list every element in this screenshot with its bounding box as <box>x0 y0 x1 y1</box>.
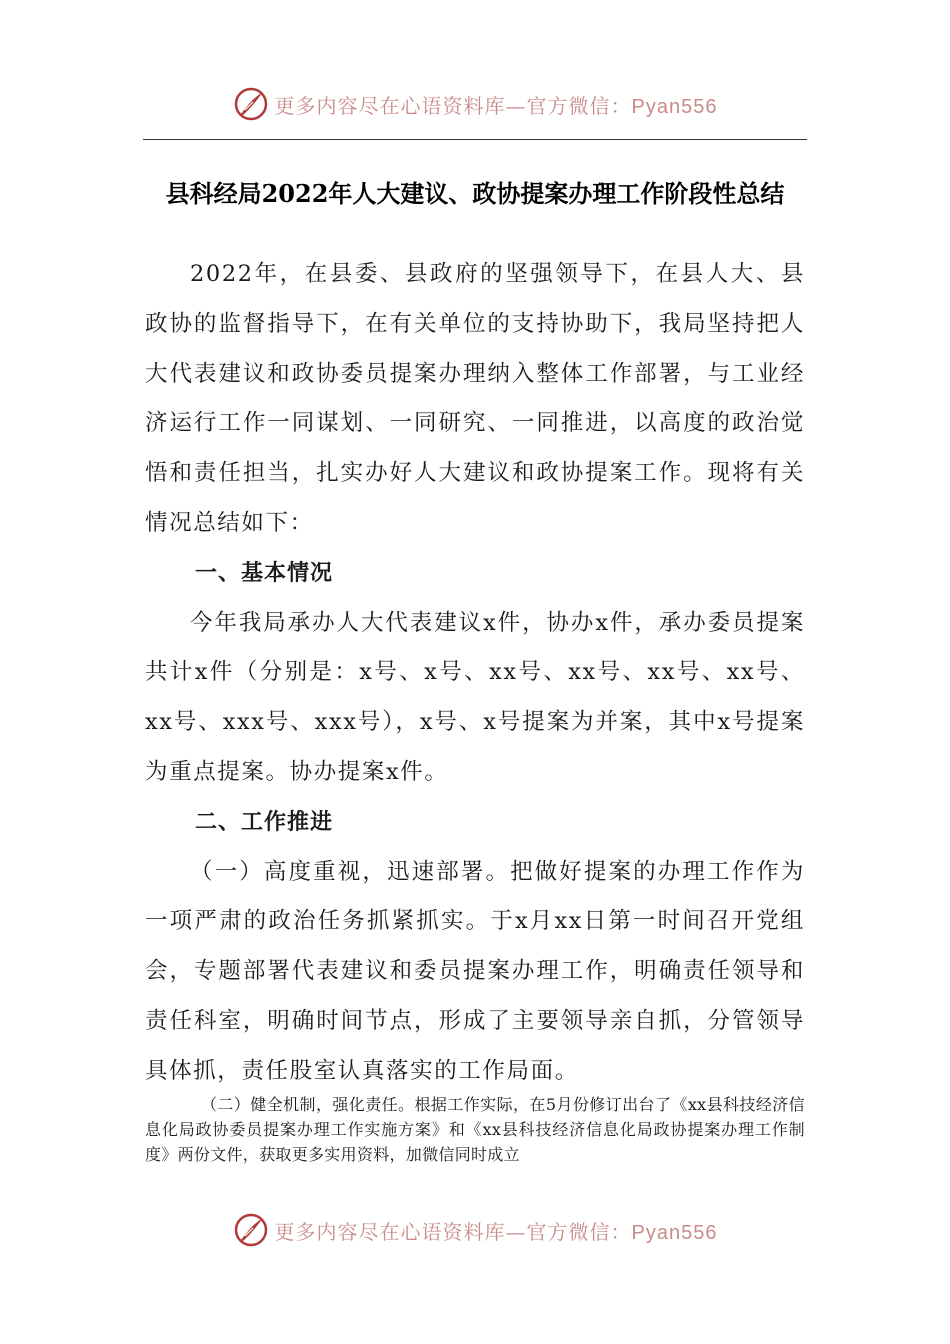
banner-text: 更多内容尽在心语资料库—官方微信：Pyan556 <box>274 93 718 118</box>
paragraph-progress-2: （二）健全机制，强化责任。根据工作实际，在5月份修订出台了《xx县科技经济信息化局政协委员提案办理工作实施方案》和《xx县科技经济信息化局政协提案办理工作制度》两份文件，获取更多实用资料，加微信同时成立 <box>145 1095 805 1164</box>
paragraph-basic: 今年我局承办人大代表建议x件，协办x件，承办委员提案共计x件（分别是：x号、x号、xx号、xx号、xx号、xx号、xx号、xxx号、xxx号），x号、x号提案为并案，其中x号提案为重点提案。协办提案x件。 <box>145 609 805 785</box>
quill-logo-icon <box>233 1212 269 1248</box>
header-banner <box>0 84 950 124</box>
banner-wechat-id: Pyan556 <box>631 95 718 118</box>
banner-wechat-id: Pyan556 <box>631 1221 718 1244</box>
section-heading-progress: 二、工作推进 <box>195 809 334 835</box>
document-title: 县科经局2022年人大建议、政协提案办理工作阶段性总结 <box>165 179 785 208</box>
paragraph-intro: 2022年，在县委、县政府的坚强领导下，在县人大、县政协的监督指导下，在有关单位的支持协助下，我局坚持把人大代表建议和政协委员提案办理纳入整体工作部署，与工业经济运行工作一同谋划、一同研究、一同推进，以高度的政治觉悟和责任担当，扎实办好人大建议和政协提案工作。现将有关情况总结如下： <box>145 261 805 536</box>
section-heading-basic: 一、基本情况 <box>195 560 334 586</box>
quill-logo-icon <box>233 86 269 122</box>
document-body <box>145 250 805 1097</box>
paragraph-progress-1: （一）高度重视，迅速部署。把做好提案的办理工作作为一项严肃的政治任务抓紧抓实。于x月xx日第一时间召开党组会，专题部署代表建议和委员提案办理工作，明确责任领导和责任科室，明确时间节点，形成了主要领导亲自抓，分管领导具体抓，责任股室认真落实的工作局面。 <box>145 858 805 1084</box>
banner-text: 更多内容尽在心语资料库—官方微信：Pyan556 <box>274 1219 718 1244</box>
footer-banner <box>0 1210 950 1250</box>
header-divider <box>143 139 807 140</box>
